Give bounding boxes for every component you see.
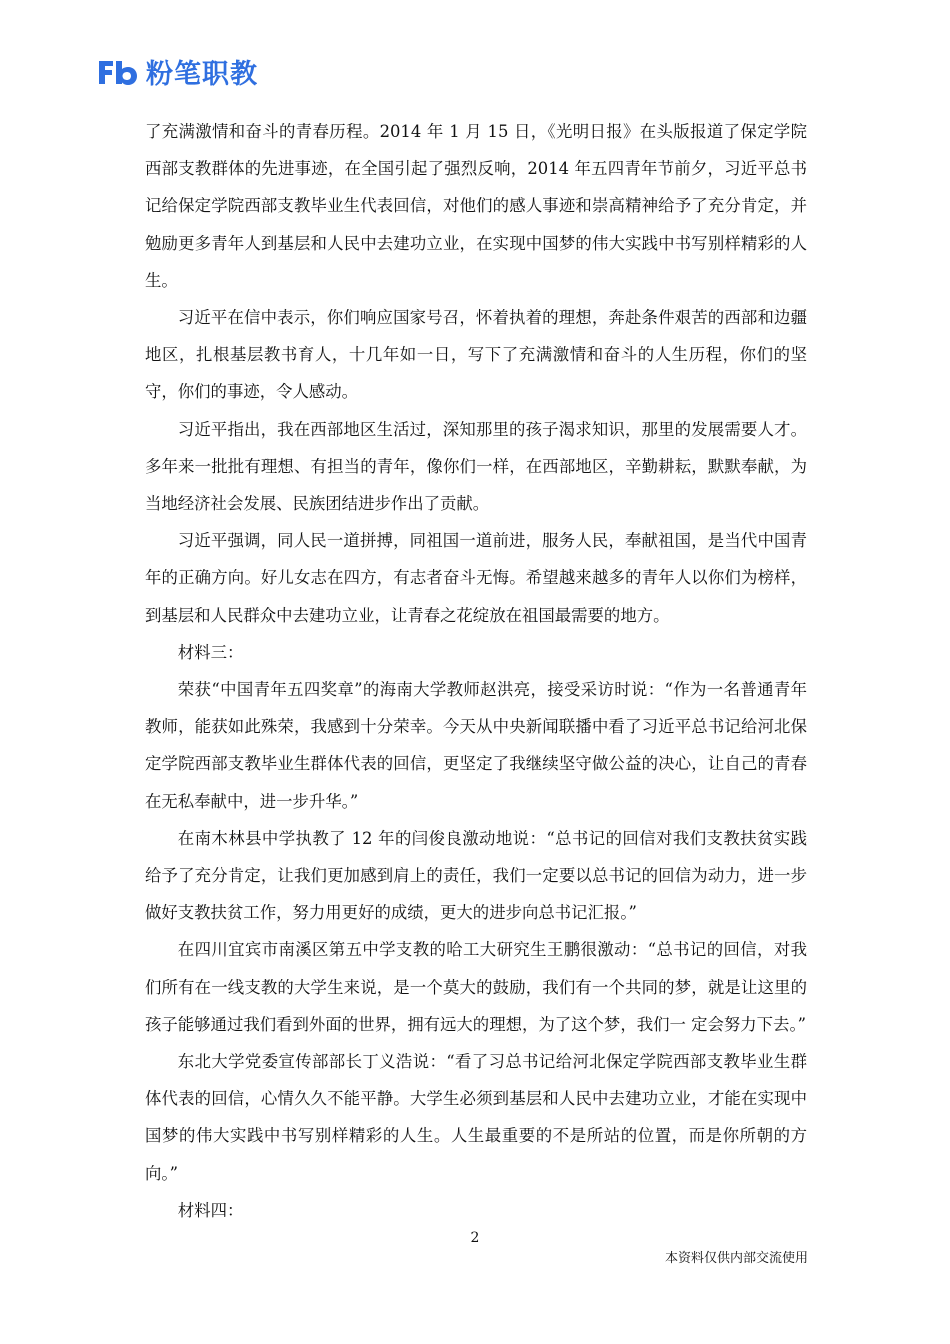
paragraph: 材料四： bbox=[177, 1200, 244, 1220]
paragraph: 习近平强调，同人民一道拼搏，同祖国一道前进，服务人民，奉献祖国，是当代中国青年的正确方向。好儿女志在四方，有志者奋斗无悔。希望越来越多的青年人以你们为榜样，到基层和人民群众中去建功立业，让青春之花绽放在祖国最需要的地方。 bbox=[145, 531, 807, 625]
paragraph: 材料三： bbox=[177, 642, 244, 662]
fb-logo-glyph-icon bbox=[96, 57, 140, 87]
page-number: 2 bbox=[470, 1230, 480, 1246]
paragraph: 在南木林县中学执教了 12 年的闫俊良激动地说：“总书记的回信对我们支教扶贫实践给予了充分肯定，让我们更加感到肩上的责任，我们一定要以总书记的回信为动力，进一步做好支教扶贫工作，努力用更好的成绩，更大的进步向总书记汇报。” bbox=[145, 828, 807, 923]
brand-name: 粉笔职教 bbox=[146, 59, 258, 90]
paragraph: 荣获“中国青年五四奖章”的海南大学教师赵洪亮，接受采访时说：“作为一名普通青年教师，能获如此殊荣，我感到十分荣幸。今天从中央新闻联播中看了习近平总书记给河北保定学院西部支教毕业生群体代表的回信，更坚定了我继续坚守做公益的决心，让自己的青春在无私奉献中，进一步升华。” bbox=[145, 680, 807, 811]
brand-logo bbox=[96, 52, 258, 91]
fb-logo-icon bbox=[96, 57, 140, 87]
document-body bbox=[145, 113, 807, 1229]
paragraph: 习近平在信中表示，你们响应国家号召，怀着执着的理想，奔赴条件艰苦的西部和边疆地区，扎根基层教书育人，十几年如一日，写下了充满激情和奋斗的人生历程，你们的坚守，你们的事迹，令人感动。 bbox=[145, 308, 807, 402]
paragraph: 东北大学党委宣传部部长丁义浩说：“看了习总书记给河北保定学院西部支教毕业生群体代表的回信，心情久久不能平静。大学生必须到基层和人民中去建功立业，才能在实现中国梦的伟大实践中书写别样精彩的人生。人生最重要的不是所站的位置，而是你所朝的方向。” bbox=[145, 1052, 807, 1183]
footer-note: 本资料仅供内部交流使用 bbox=[664, 1251, 808, 1266]
paragraph: 习近平指出，我在西部地区生活过，深知那里的孩子渴求知识，那里的发展需要人才。多年来一批批有理想、有担当的青年，像你们一样，在西部地区，辛勤耕耘，默默奉献，为当地经济社会发展、民族团结进步作出了贡献。 bbox=[145, 419, 807, 514]
paragraph: 了充满激情和奋斗的青春历程。2014 年 1 月 15 日，《光明日报》在头版报道了保定学院西部支教群体的先进事迹，在全国引起了强烈反响，2014 年五四青年节前夕，习近平总书记给保定学院西部支教毕业生代表回信，对他们的感人事迹和崇高精神给予了充分肯定，并勉励更多青年人到基层和人民中去建功立业，在实现中国梦的伟大实践中书写别样精彩的人生。 bbox=[145, 122, 807, 290]
paragraph: 在四川宜宾市南溪区第五中学支教的哈工大研究生王鹏很激动：“总书记的回信，对我们所有在一线支教的大学生来说，是一个莫大的鼓励，我们有一个共同的梦，就是让这里的孩子能够通过我们看到外面的世界，拥有远大的理想，为了这个梦，我们一 定会努力下去。” bbox=[145, 940, 807, 1034]
